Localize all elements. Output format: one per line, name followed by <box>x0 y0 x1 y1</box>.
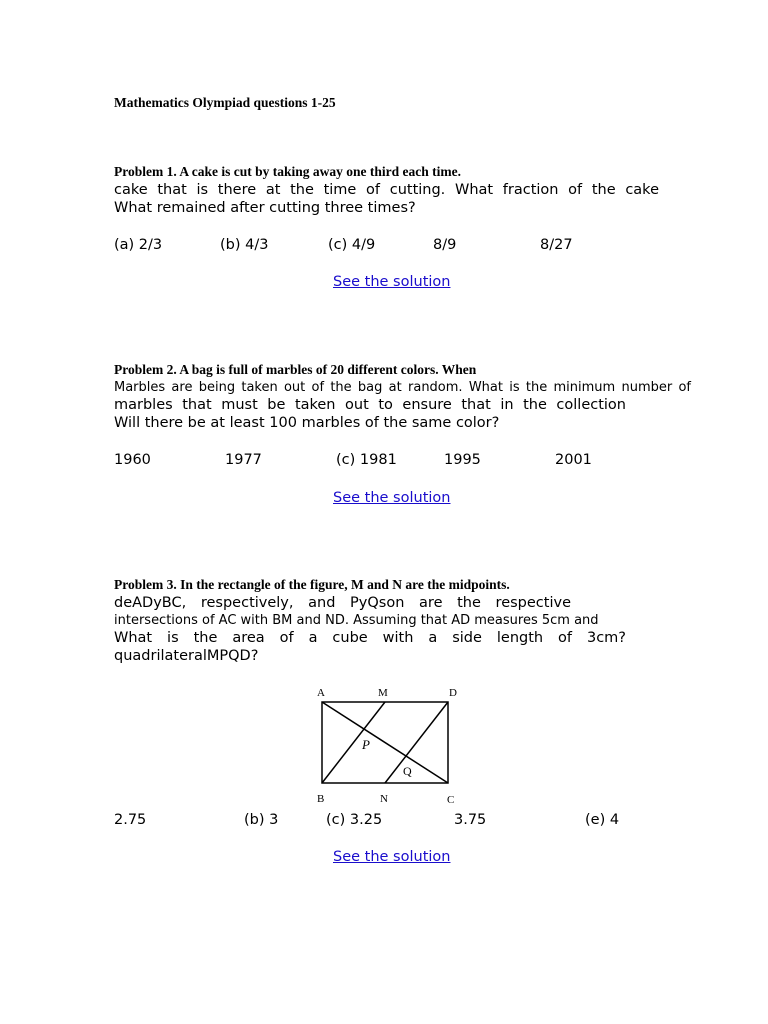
problem-2-heading: Problem 2. A bag is full of marbles of 20 different colors. When <box>114 362 477 377</box>
problem-3-option-d: 3.75 <box>454 812 487 828</box>
problem-1-option-d: 8/9 <box>433 237 457 253</box>
problem-1-heading: Problem 1. A cake is cut by taking away one third each time. <box>114 164 461 179</box>
problem-1-option-c: (c) 4/9 <box>328 237 376 253</box>
problem-1-option-a: (a) 2/3 <box>114 237 163 253</box>
problem-2-option-a: 1960 <box>114 452 151 468</box>
problem-2-option-b: 1977 <box>225 452 262 468</box>
problem-1-option-b: (b) 4/3 <box>220 237 269 253</box>
problem-3-option-e: (e) 4 <box>585 812 620 828</box>
problem-3-option-b: (b) 3 <box>244 812 279 828</box>
problem-1-option-e: 8/27 <box>540 237 573 253</box>
problem-3-solution-link[interactable]: See the solution <box>333 849 451 865</box>
problem-2-line-2: marbles that must be taken out to ensure that in the collection <box>114 397 626 413</box>
problem-3-line-2: intersections of AC with BM and ND. Assuming that AD measures 5cm and <box>114 613 599 628</box>
label-d: D <box>449 687 457 699</box>
label-b: B <box>317 793 325 805</box>
problem-3-line-3: What is the area of a cube with a side length of 3cm? <box>114 630 626 646</box>
problem-3-line-1: deADyBC, respectively, and PyQson are the respective <box>114 595 571 611</box>
problem-3-heading: Problem 3. In the rectangle of the figure, M and N are the midpoints. <box>114 577 510 592</box>
problem-2-line-3: Will there be at least 100 marbles of the same color? <box>114 415 500 431</box>
segment-bm <box>322 702 385 783</box>
problem-3-option-a: 2.75 <box>114 812 147 828</box>
problem-3-option-c: (c) 3.25 <box>326 812 383 828</box>
problem-1-solution-link[interactable]: See the solution <box>333 274 451 290</box>
problem-1-line-1: cake that is there at the time of cutting. What fraction of the cake <box>114 182 659 198</box>
label-q: Q <box>403 764 412 778</box>
problem-1-line-2: What remained after cutting three times? <box>114 200 416 216</box>
page-title: Mathematics Olympiad questions 1-25 <box>114 95 336 110</box>
label-n: N <box>380 793 388 805</box>
label-c: C <box>447 794 455 806</box>
label-m: M <box>378 687 388 699</box>
segment-nd <box>385 702 448 783</box>
problem-3-line-4: quadrilateralMPQD? <box>114 648 259 664</box>
problem-2-option-d: 1995 <box>444 452 481 468</box>
label-p: P <box>362 737 370 752</box>
diagonal-ac <box>322 702 448 783</box>
rectangle-figure <box>308 683 468 808</box>
problem-2-solution-link[interactable]: See the solution <box>333 490 451 506</box>
problem-2-option-e: 2001 <box>555 452 592 468</box>
problem-2-option-c: (c) 1981 <box>336 452 397 468</box>
label-a: A <box>317 687 325 699</box>
problem-2-line-1: Marbles are being taken out of the bag at random. What is the minimum number of <box>114 380 691 395</box>
